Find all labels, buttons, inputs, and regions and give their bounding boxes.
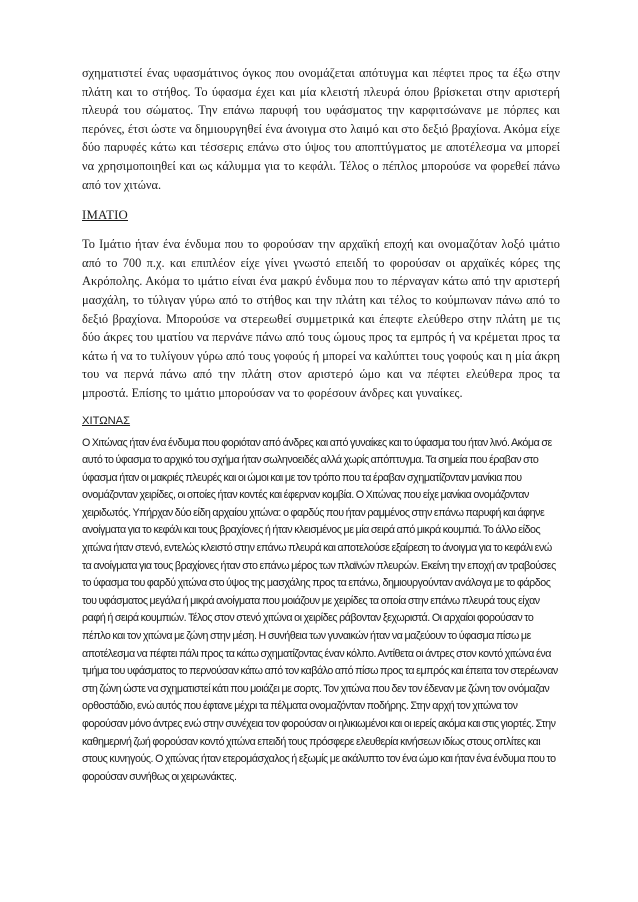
paragraph-imatio: Το Ιμάτιο ήταν ένα ένδυμα που το φορούσαν την αρχαϊκή εποχή και ονομαζόταν λοξό ιμάτιο από το 700 π.χ. και επιπλέον είχε γίνει γνωστό επειδή το φορούσαν οι αρχαϊκές κόρες της Ακρόπολης. Ακόμα το ιμάτιο είναι ένα μακρύ ένδυμα που το πέρναγαν κάτω από την αριστερή μασχάλη, το τύλιγαν γύρω από το στήθος και την πλάτη και τέλος το κούμπωναν πάνω από το δεξιό βραχίονα. Μπορούσε να στερεωθεί συμμετρικά και έπεφτε ελεύθερο στην πλάτη με τις δύο άκρες του ιματίου να περνάνε πάνω από τους ώμους προς τα εμπρός ή να κρέμεται προς τα κάτω ή να το τυλίγουν γύρω από τους γοφούς ή μπορεί να καλύπτει τους γοφούς και η μία άκρη του να περνά πάνω από την πλάτη στον αριστερό ώμο και να πέφτει ελεύθερα προς τα μπροστά. Επίσης το ιμάτιο μπορούσαν να το φορέσουν άνδρες και γυναίκες. xyxy=(82,237,560,400)
document-page xyxy=(82,64,560,786)
paragraph-chitonas: Ο Χιτώνας ήταν ένα ένδυμα που φοριόταν από άνδρες και από γυναίκες και το ύφασμα του ήταν λινό. Ακόμα σε αυτό το ύφασμα το αρχικό του σχήμα ήταν σωληνοειδές αλλά χωρίς απόπτυγμα. Τα σημεία που έραβαν στο ύφασμα ήταν οι μακριές πλευρές και οι ώμοι και με τον τρόπο που τα έραβαν σχηματίζονταν μανίκια που ονομάζονταν χειρίδες, οι οποίες ήταν κοντές και έφερναν κομβία. Ο Χιτώνας που είχε μανίκια ονομάζονταν χειριδωτός. Υπήρχαν δύο είδη αρχαίου χιτώνα: ο φαρδύς που ήταν ραμμένος στην επάνω παρυφή και άφηνε ανοίγματα για το κεφάλι και τους βραχίονες ή ήταν κλεισμένος με μία σειρά από μικρά κουμπιά. Το άλλο είδος χιτώνα ήταν στενό, εντελώς κλειστό στην επάνω πλευρά και αποτελούσε εξαίρεση το άνοιγμα για το κεφάλι ενώ τα ανοίγματα για τους βραχίονες ήταν στο επάνω μέρος των πλαϊνών πλευρών. Εκείνη την εποχή αν τραβούσες το ύφασμα του φαρδύ χιτώνα στο ύψος της μασχάλης προς τα επάνω, δημιουργούνταν ανάλογα με το φάρδος του υφάσματος μεγάλα ή μικρά ανοίγματα που μοιάζουν με χειρίδες τα οποία στην επάνω πλευρά τους είχαν ραφή ή σειρά κουμπιών. Τέλος στον στενό χιτώνα οι χειρίδες ράβονταν ξεχωριστά. Οι αρχαίοι φορούσαν το πέπλο και τον χιτώνα με ζώνη στην μέση. Η συνήθεια των γυναικών ήταν να μαζεύουν το ύφασμα πίσω με αποτέλεσμα να πέφτει πάλι προς τα κάτω σχηματίζοντας έναν κόλπο. Αντίθετα οι άντρες στον κοντό χιτώνα ένα τμήμα του υφάσματος το περνούσαν κάτω από τον καβάλο από πίσω προς τα εμπρός και έπειτα τον στερέωναν στη ζώνη ώστε να σχηματιστεί κάτι που μοιάζει με σορτς. Τον χιτώνα που δεν τον έδεναν με ζώνη τον ονόμαζαν ορθοστάδιο, ενώ αυτός που έφτανε μέχρι τα πέλματα ονομαζόνταν ποδήρης. Στην αρχή τον χιτώνα τον φορούσαν μόνο άντρες ενώ στην συνέχεια τον φορούσαν οι ηλικιωμένοι και οι ιερείς ακόμα και στις γιορτές. Στην καθημερινή ζωή φορούσαν κοντό χιτώνα επειδή τους πρόσφερε ελευθερία κινήσεων ιδίως στους οπλίτες και στους κυνηγούς. Ο χιτώνας ήταν ετερομάσχαλος ή εξωμίς με ακάλυπτο τον ένα ώμο και ήταν ένα ένδυμα που το φορούσαν συνήθως οι χειρωνάκτες. xyxy=(82,436,558,783)
heading-chitonas: ΧΙΤΩΝΑΣ xyxy=(82,414,131,427)
paragraph-intro: σχηματιστεί ένας υφασμάτινος όγκος που ονομάζεται απότυγμα και πέφτει προς τα έξω στην πλάτη και το στήθος. Το ύφασμα έχει και μία κλειστή πλευρά όπου βρίσκεται στην αριστερή πλευρά του σώματος. Την επάνω παρυφή του υφάσματος την καρφιτσώνανε με πόρπες και περόνες, έτσι ώστε να δημιουργηθεί ένα άνοιγμα στο λαιμό και στο δεξιό βραχίονα. Ακόμα είχε δύο παρυφές κάτω και τέσσερις επάνω στο ύψος του αποπτύγματος με αποτέλεσμα να μπορεί να χρησιμοποιηθεί και ως κάλυμμα για το κεφάλι. Τέλος ο πέπλος μπορούσε να φορεθεί πάνω από τον χιτώνα. xyxy=(82,66,560,192)
heading-imatio: ΙΜΑΤΙΟ xyxy=(82,208,128,223)
